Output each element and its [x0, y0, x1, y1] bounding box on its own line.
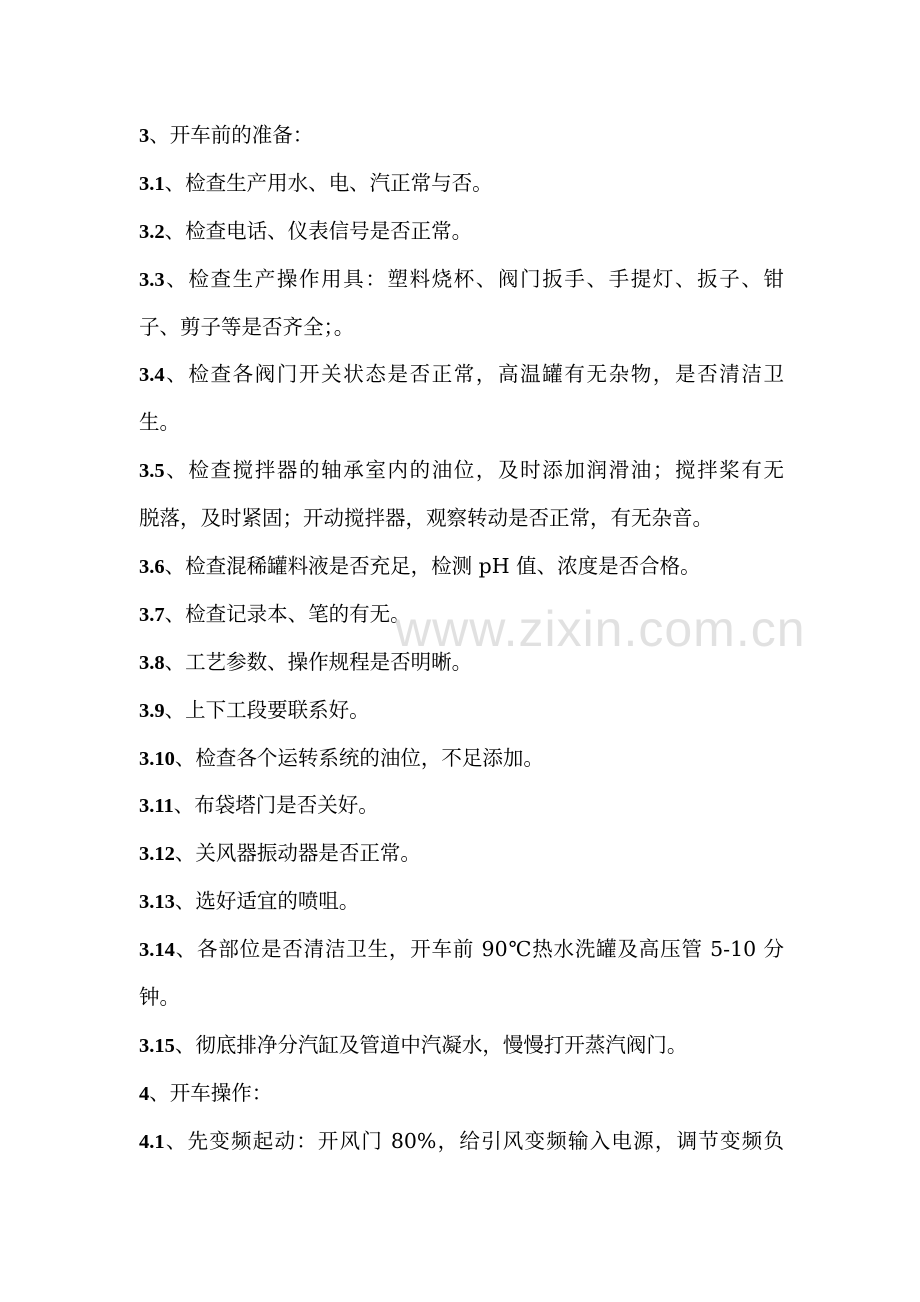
line-text: 、开车前的准备：: [149, 123, 314, 147]
text-line: [139, 1070, 784, 1118]
text-line: [139, 687, 784, 735]
line-text: 、工艺参数、操作规程是否明晰。: [164, 649, 473, 674]
line-number: 3.13: [139, 891, 175, 914]
line-text: 、检查记录本、笔的有无。: [164, 601, 411, 626]
line-number: 3.11: [139, 795, 174, 818]
line-text: 、先变频起动：开风门 80%，给引风变频输入电源，调节变频负: [164, 1128, 784, 1153]
line-text: 、检查各个运转系统的油位，不足添加。: [174, 745, 544, 770]
watermark-text: www.zixin.com.cn: [395, 601, 806, 657]
line-number: 3: [139, 125, 150, 147]
line-text: 、检查生产用水、电、汽正常与否。: [164, 170, 493, 195]
line-number: 3.8: [139, 651, 165, 674]
line-text: 脱落，及时紧固；开动搅拌器，观察转动是否正常，有无杂音。: [139, 506, 713, 531]
line-text: 、上下工段要联系好。: [164, 697, 370, 722]
line-text: 、关风器振动器是否正常。: [174, 841, 421, 866]
line-text: 、检查生产操作用具：塑料烧杯、阀门扳手、手提灯、扳子、钳: [164, 266, 784, 291]
text-line: [139, 878, 784, 926]
text-line: [139, 830, 784, 878]
text-line: [139, 974, 784, 1022]
line-number: 3.15: [139, 1034, 175, 1057]
text-line: [139, 926, 784, 974]
line-text: 、彻底排净分汽缸及管道中汽凝水，慢慢打开蒸汽阀门。: [174, 1032, 688, 1057]
text-line: [139, 208, 784, 256]
text-line: [139, 495, 784, 543]
text-line: [139, 304, 784, 352]
line-text: 、各部位是否清洁卫生，开车前 90℃热水洗罐及高压管 5-10 分: [174, 937, 784, 962]
line-text: 、布袋塔门是否关好。: [173, 793, 379, 818]
line-number: 3.7: [139, 603, 165, 626]
line-text: 、选好适宜的喷咀。: [174, 889, 360, 914]
line-text: 、检查混稀罐料液是否充足，检测 pH 值、浓度是否合格。: [164, 554, 701, 579]
line-number: 3.6: [139, 556, 165, 579]
line-text: 子、剪子等是否齐全；。: [139, 314, 355, 339]
line-number: 3.14: [139, 939, 175, 962]
line-text: 、检查电话、仪表信号是否正常。: [164, 218, 473, 243]
line-text: 、开车操作：: [149, 1080, 273, 1105]
text-line: [139, 112, 784, 160]
line-number: 3.9: [139, 699, 165, 722]
text-line: [139, 160, 784, 208]
line-number: 3.3: [139, 268, 165, 291]
line-text: 钟。: [139, 985, 180, 1010]
line-text: 生。: [139, 410, 180, 435]
line-text: 、检查搅拌器的轴承室内的油位，及时添加润滑油；搅拌桨有无: [164, 458, 784, 483]
text-line: [139, 543, 784, 591]
line-number: 3.2: [139, 220, 165, 243]
text-line: [139, 735, 784, 783]
text-line: [139, 399, 784, 447]
line-number: 4: [139, 1082, 150, 1105]
text-line: [139, 256, 784, 304]
line-number: 3.5: [139, 460, 165, 483]
line-number: 3.12: [139, 843, 175, 866]
line-number: 4.1: [139, 1130, 165, 1153]
line-text: 、检查各阀门开关状态是否正常，高温罐有无杂物，是否清洁卫: [164, 362, 784, 387]
text-line: [139, 351, 784, 399]
line-number: 3.1: [139, 172, 165, 195]
text-line: [139, 1022, 784, 1070]
line-number: 3.4: [139, 364, 165, 387]
text-line: [139, 447, 784, 495]
text-line: [139, 782, 784, 830]
text-line: [139, 1118, 784, 1166]
line-number: 3.10: [139, 747, 175, 770]
